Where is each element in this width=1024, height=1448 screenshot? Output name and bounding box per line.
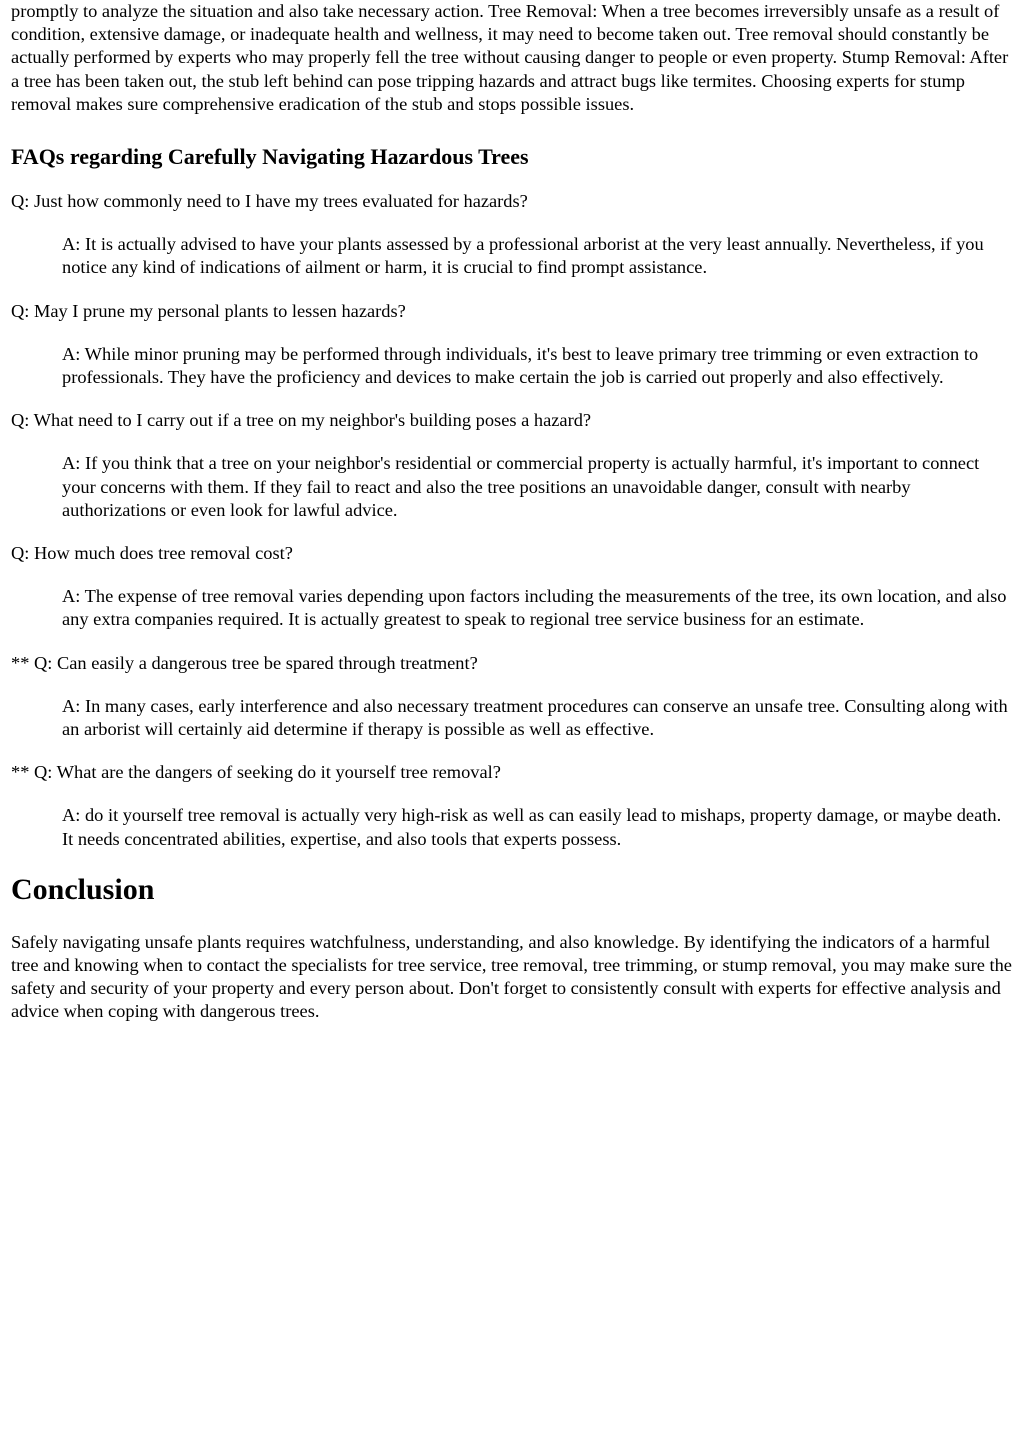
faq-answer: A: In many cases, early interference and also necessary treatment procedures can conserve an unsafe tree. Consulting along with an arborist will certainly aid determine if therapy is possible as well as effective. <box>62 695 1008 740</box>
faq-question: Q: May I prune my personal plants to lessen hazards? <box>11 300 406 321</box>
faq-answer: A: do it yourself tree removal is actually very high-risk as well as can easily lead to mishaps, property damage, or maybe death. It needs concentrated abilities, expertise, and also tools that experts possess. <box>62 805 1002 849</box>
conclusion-paragraph: Safely navigating unsafe plants requires watchfulness, understanding, and also knowledge. By identifying the indicators of a harmful tree and knowing when to contact the specialists for tree service, tree removal, tree trimming, or stump removal, you may make sure the safety and security of your property and every person about. Don't forget to consistently consult with experts for effective analysis and advice when coping with dangerous trees. <box>11 931 1012 1022</box>
faq-question: ** Q: What are the dangers of seeking do it yourself tree removal? <box>11 762 501 783</box>
faq-heading: FAQs regarding Carefully Navigating Hazardous Trees <box>11 144 529 170</box>
faq-question: Q: What need to I carry out if a tree on my neighbor's building poses a hazard? <box>11 410 592 431</box>
faq-item <box>11 300 1014 390</box>
faq-answer: A: It is actually advised to have your plants assessed by a professional arborist at the very least annually. Nevertheless, if you notice any kind of indications of ailment or harm, it is crucial to find prompt assistance. <box>62 234 984 278</box>
faq-question: ** Q: Can easily a dangerous tree be spared through treatment? <box>11 652 478 673</box>
faq-item <box>11 409 1014 522</box>
faq-item <box>11 652 1014 742</box>
faq-question: Q: Just how commonly need to I have my trees evaluated for hazards? <box>11 191 528 212</box>
intro-paragraph: promptly to analyze the situation and also take necessary action. Tree Removal: When a tree becomes irreversibly unsafe as a result of condition, extensive damage, or inadequate health and wellness, it may need to become taken out. Tree removal should constantly be actually performed by experts who may properly fell the tree without causing danger to people or even property. Stump Removal: After a tree has been taken out, the stub left behind can pose tripping hazards and attract bugs like termites. Choosing experts for stump removal makes sure comprehensive eradication of the stub and stops possible issues. <box>11 1 1009 114</box>
faq-answer: A: If you think that a tree on your neighbor's residential or commercial property is actually harmful, it's important to connect your concerns with them. If they fail to react and also the tree positions an unavoidable danger, consult with nearby authorizations or even look for lawful advice. <box>62 453 980 520</box>
conclusion-heading: Conclusion <box>11 872 155 906</box>
faq-answer: A: The expense of tree removal varies depending upon factors including the measurements of the tree, its own location, and also any extra companies required. It is actually greatest to speak to regional tree service business for an estimate. <box>62 586 1007 630</box>
faq-item <box>11 542 1014 632</box>
faq-item <box>11 761 1014 851</box>
faq-item <box>11 190 1014 280</box>
faq-list <box>11 190 1014 851</box>
faq-answer: A: While minor pruning may be performed through individuals, it's best to leave primary tree trimming or even extraction to professionals. They have the proficiency and devices to make certain the job is carried out properly and also effectively. <box>62 343 979 388</box>
faq-question: Q: How much does tree removal cost? <box>11 543 293 564</box>
